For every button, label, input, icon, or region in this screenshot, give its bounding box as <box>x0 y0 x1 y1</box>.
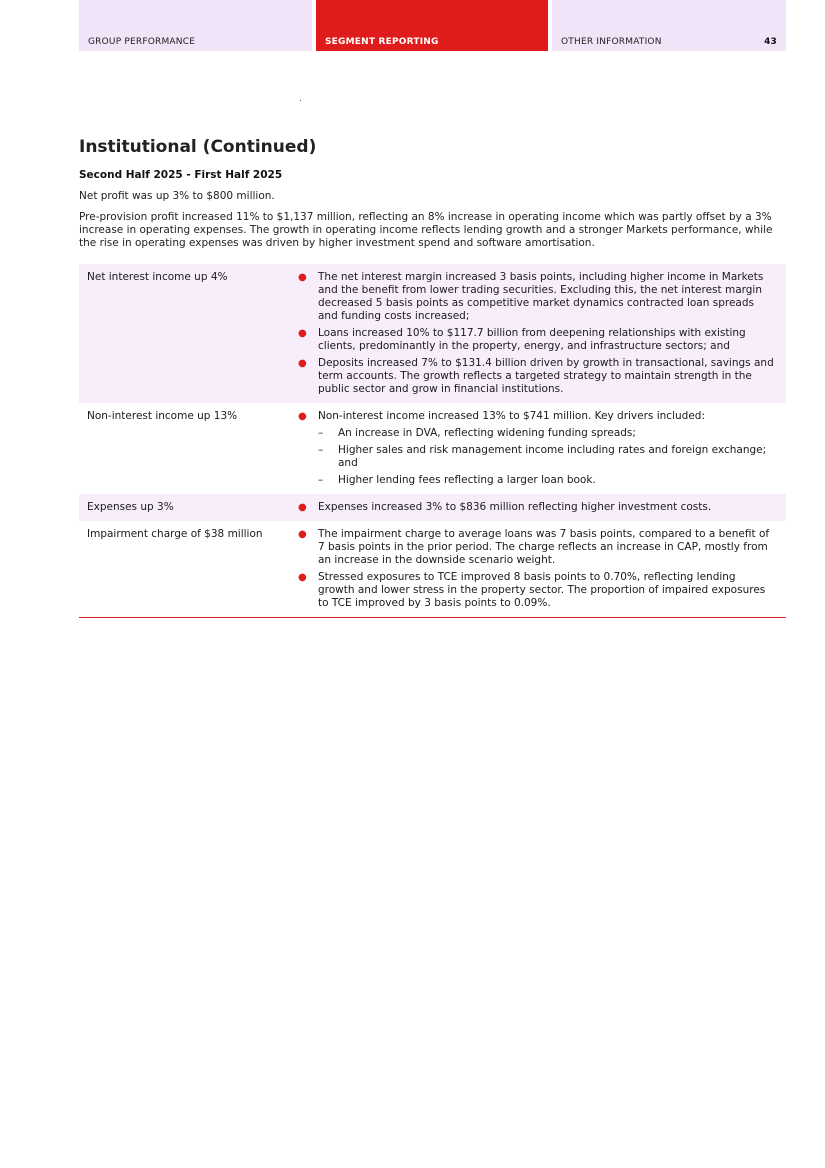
table-row <box>79 494 786 521</box>
dash-icon: – <box>318 474 324 486</box>
row-body <box>290 271 786 396</box>
tab-other-information[interactable] <box>552 0 786 51</box>
sub-text: Higher lending fees reflecting a larger loan book. <box>338 474 596 486</box>
list-item <box>290 571 774 610</box>
list-item <box>290 528 774 567</box>
row-label: Impairment charge of $38 million <box>87 528 263 540</box>
table-row <box>79 264 786 403</box>
bullet-text: The net interest margin increased 3 basis points, including higher income in Markets and the benefit from lower trading securities. Excluding this, the net interest margin decreased 5 basis points as competitive market dynamics contracted loan spreads and funding costs increased; <box>318 271 764 322</box>
row-body <box>290 528 786 610</box>
section-subtitle: Second Half 2025 - First Half 2025 <box>79 169 283 181</box>
page-number: 43 <box>764 37 777 47</box>
list-item <box>290 271 774 323</box>
table-row <box>79 521 786 617</box>
bullet-icon: ● <box>298 272 307 283</box>
tab-label: SEGMENT REPORTING <box>325 37 439 47</box>
row-body <box>290 501 786 514</box>
bullet-icon: ● <box>298 328 307 339</box>
sub-text: Higher sales and risk management income including rates and foreign exchange; and <box>338 444 767 469</box>
list-item <box>290 501 774 514</box>
bullet-icon: ● <box>298 411 307 422</box>
list-item <box>290 327 774 353</box>
bullet-icon: ● <box>298 572 307 583</box>
tab-group-performance[interactable] <box>79 0 312 51</box>
row-label: Non-interest income up 13% <box>87 410 238 422</box>
tab-label: OTHER INFORMATION <box>561 37 662 47</box>
dash-icon: – <box>318 427 324 439</box>
tab-segment-reporting[interactable] <box>316 0 548 51</box>
bullet-text: Deposits increased 7% to $131.4 billion driven by growth in transactional, savings and term accounts. The growth reflects a targeted strategy to maintain strength in the public sector and grow in financial institutions. <box>318 357 774 395</box>
main-content <box>79 136 786 618</box>
paragraph-pre-provision: Pre-provision profit increased 11% to $1,137 million, reflecting an 8% increase in operating income which was partly offset by a 3% increase in operating expenses. The growth in operating income reflects lending growth and a stronger Markets performance, while the rise in operating expenses was driven by higher investment spend and software amortisation. <box>79 211 773 249</box>
dash-icon: – <box>318 444 324 456</box>
bullet-icon: ● <box>298 529 307 540</box>
bullet-icon: ● <box>298 358 307 369</box>
bullet-icon: ● <box>298 502 307 513</box>
driver-table <box>79 264 786 618</box>
table-row <box>79 403 786 494</box>
stray-dot <box>300 100 301 101</box>
page-title: Institutional (Continued) <box>79 137 317 157</box>
sub-list-item <box>290 427 774 440</box>
row-body <box>290 410 786 487</box>
paragraph-net-profit: Net profit was up 3% to $800 million. <box>79 190 275 202</box>
list-item <box>290 410 774 423</box>
sub-list-item <box>290 474 774 487</box>
bullet-text: Stressed exposures to TCE improved 8 basis points to 0.70%, reflecting lending growth and lower stress in the property sector. The proportion of impaired exposures to TCE improved by 3 basis points to 0.09%. <box>318 571 766 609</box>
bullet-text: The impairment charge to average loans was 7 basis points, compared to a benefit of 7 basis points in the prior period. The charge reflects an increase in CAP, mostly from an increase in the downside scenario weight. <box>318 528 770 566</box>
bullet-text: Loans increased 10% to $117.7 billion from deepening relationships with existing clients, predominantly in the property, energy, and infrastructure sectors; and <box>318 327 746 352</box>
bullet-text: Non-interest income increased 13% to $741 million. Key drivers included: <box>318 410 705 422</box>
tab-label: GROUP PERFORMANCE <box>88 37 196 47</box>
list-item <box>290 357 774 396</box>
sub-text: An increase in DVA, reflecting widening funding spreads; <box>338 427 636 439</box>
page-header <box>79 0 786 51</box>
bullet-text: Expenses increased 3% to $836 million reflecting higher investment costs. <box>318 501 712 513</box>
sub-list-item <box>290 444 774 470</box>
row-label: Expenses up 3% <box>87 501 174 513</box>
row-label: Net interest income up 4% <box>87 271 228 283</box>
